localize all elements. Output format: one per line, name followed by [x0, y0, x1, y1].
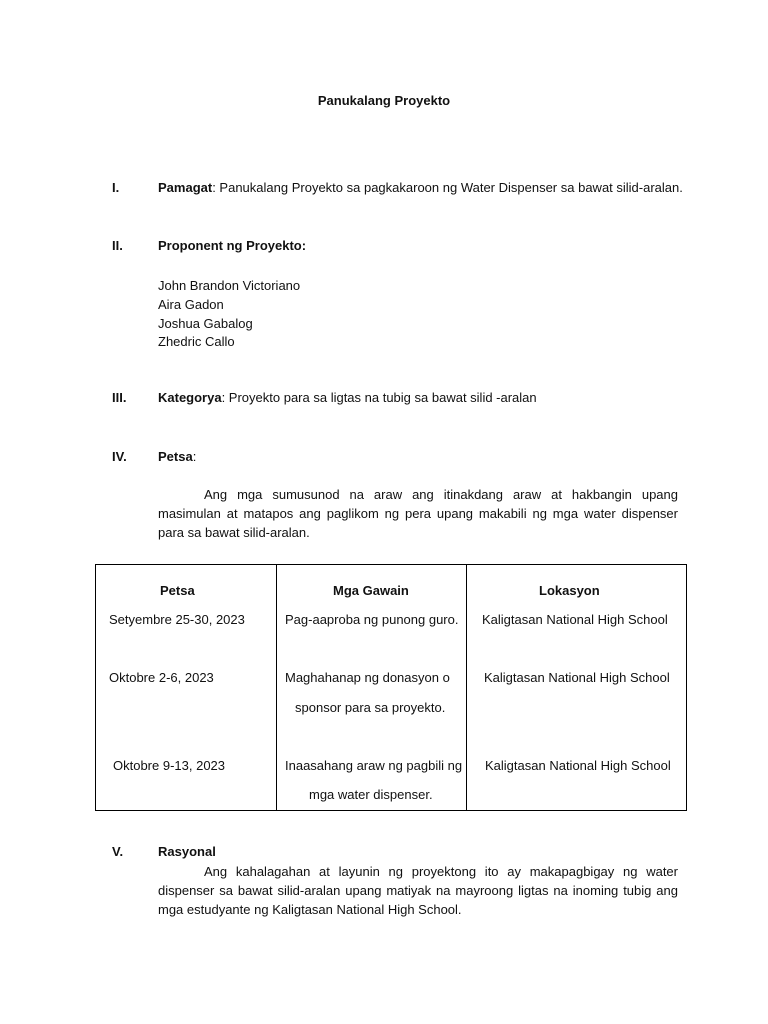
- proponent-name: Aira Gadon: [158, 297, 224, 312]
- cell-petsa: Oktobre 9-13, 2023: [113, 758, 226, 773]
- section-4-text: :: [192, 449, 197, 464]
- cell-gawain: Inaasahang araw ng pagbili ng: [285, 758, 463, 773]
- section-5-line: [158, 844, 216, 859]
- cell-gawain: Maghahanap ng donasyon o: [285, 670, 450, 685]
- section-4-label: Petsa: [158, 449, 193, 464]
- section-4-number: IV.: [112, 449, 127, 464]
- cell-petsa: Setyembre 25-30, 2023: [109, 612, 245, 627]
- section-2-label: Proponent ng Proyekto:: [158, 238, 307, 253]
- page-title: Panukalang Proyekto: [317, 93, 451, 108]
- section-2-number: II.: [112, 238, 123, 253]
- cell-gawain: Pag-aaproba ng punong guro.: [285, 612, 459, 627]
- section-1-text: : Panukalang Proyekto sa pagkakaroon ng Water Dispenser sa bawat silid-aralan.: [212, 180, 683, 195]
- proponent-name: Zhedric Callo: [158, 334, 235, 349]
- section-4-line: [158, 449, 196, 464]
- section-3-label: Kategorya: [158, 390, 222, 405]
- section-5-paragraph-wrap: [158, 862, 678, 919]
- section-5-label: Rasyonal: [158, 844, 216, 859]
- header-lokasyon: Lokasyon: [539, 583, 600, 598]
- section-1-label: Pamagat: [158, 180, 213, 195]
- proponent-name: John Brandon Victoriano: [158, 278, 301, 293]
- section-3-text: : Proyekto para sa ligtas na tubig sa bawat silid -aralan: [221, 390, 537, 405]
- section-5-paragraph: Ang kahalagahan at layunin ng proyektong ito ay makapagbigay ng water dispenser sa bawat silid-aralan upang matiyak na mayroong ligtas na inoming tubig ang mga estudyante ng Kaligtasan National High School.: [158, 864, 678, 917]
- cell-gawain: mga water dispenser.: [309, 787, 433, 802]
- section-3-number: III.: [112, 390, 127, 405]
- section-2-line: [158, 238, 306, 253]
- section-4-paragraph-wrap: [158, 485, 678, 542]
- cell-gawain: sponsor para sa proyekto.: [295, 700, 446, 715]
- header-gawain: Mga Gawain: [333, 583, 409, 598]
- section-1-line: [158, 180, 683, 195]
- cell-petsa: Oktobre 2-6, 2023: [109, 670, 214, 685]
- table-column-lokasyon: [467, 565, 687, 811]
- table-column-petsa: [96, 565, 277, 811]
- cell-lokasyon: Kaligtasan National High School: [482, 612, 668, 627]
- section-1-number: I.: [112, 180, 120, 195]
- table-column-gawain: [277, 565, 467, 811]
- schedule-table: [95, 564, 687, 811]
- header-petsa: Petsa: [160, 583, 195, 598]
- section-4-paragraph: Ang mga sumusunod na araw ang itinakdang araw at hakbangin upang masimulan at matapos ang paglikom ng pera upang makabili ng mga water dispenser para sa bawat silid-aralan.: [158, 487, 678, 540]
- cell-lokasyon: Kaligtasan National High School: [484, 670, 670, 685]
- section-5-number: V.: [112, 844, 124, 859]
- cell-lokasyon: Kaligtasan National High School: [485, 758, 671, 773]
- proponent-name: Joshua Gabalog: [158, 316, 253, 331]
- section-3-line: [158, 390, 537, 405]
